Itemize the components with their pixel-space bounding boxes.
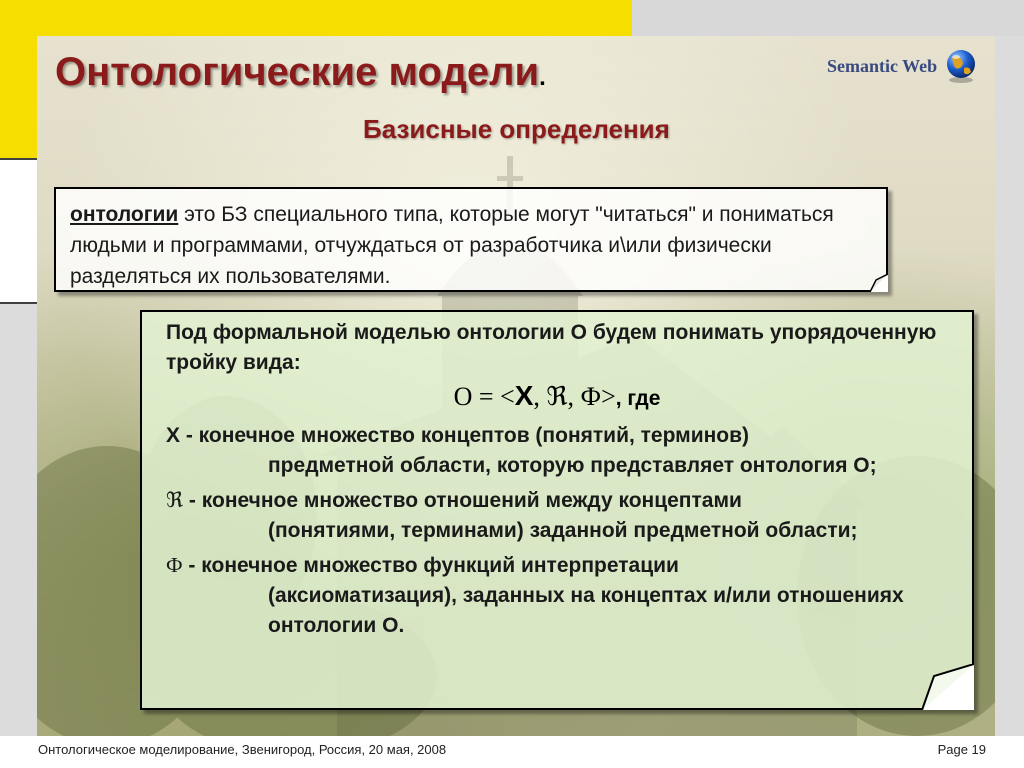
item-symbol: Ф xyxy=(166,553,183,577)
brand-logo xyxy=(827,46,987,90)
top-grey-band xyxy=(632,0,1024,36)
model-card xyxy=(140,310,974,710)
page-number: Page 19 xyxy=(937,742,986,757)
page-fold-corner xyxy=(922,664,974,710)
right-grey-band xyxy=(995,36,1024,736)
definition-term: онтологии xyxy=(70,203,179,226)
item-first-line: - конечное множество отношений между концептами xyxy=(183,489,742,512)
brand-text: Semantic Web xyxy=(827,56,938,76)
item-continuation: (понятиями, терминами) заданной предметной области; xyxy=(268,519,858,542)
item-continuation: предметной области, которую представляет онтология O; xyxy=(268,454,877,477)
slide-title-text: Онтологические модели xyxy=(55,50,540,94)
slide-title-dot: . xyxy=(539,64,546,91)
item-first-line: - конечное множество функций интерпретации xyxy=(182,554,679,577)
definition-body: это БЗ специального типа, которые могут "читаться" и пониматься людьми и программами, отчуждаться от разработчика и\или физически разделяться их пользователями. xyxy=(70,203,834,288)
model-lead: Под формальной моделью онтологии O будем понимать упорядоченную тройку вида: xyxy=(166,321,937,374)
item-symbol: X xyxy=(166,424,181,447)
slide-subtitle: Базисные определения xyxy=(363,114,670,144)
slide-title xyxy=(55,50,546,95)
side-accent-bar xyxy=(0,36,37,158)
formula-rest: , ℜ, Ф> xyxy=(533,382,616,411)
left-grey-band xyxy=(0,303,37,736)
model-formula xyxy=(166,378,948,417)
side-rule-bottom xyxy=(0,302,37,304)
formula-open: O = < xyxy=(453,382,515,411)
top-accent-bar xyxy=(0,0,632,36)
footer-caption: Онтологическое моделирование, Звенигород, Россия, 20 мая, 2008 xyxy=(38,742,447,757)
definition-text xyxy=(70,199,872,292)
item-symbol: ℜ xyxy=(166,488,184,512)
slide xyxy=(37,36,995,736)
item-continuation: (аксиоматизация), заданных на концептах и/или отношениях онтологии O. xyxy=(268,584,904,637)
globe-icon xyxy=(943,48,979,84)
model-item-relations xyxy=(166,485,948,546)
definition-card xyxy=(54,187,888,292)
formula-x: X xyxy=(514,380,534,411)
page-fold-corner xyxy=(870,274,888,292)
item-first-line: - конечное множество концептов (понятий, терминов) xyxy=(180,424,750,447)
side-rule-top xyxy=(0,158,37,160)
footer xyxy=(0,736,1024,768)
model-item-concepts xyxy=(166,421,948,481)
model-item-functions xyxy=(166,550,948,641)
formula-tail: , где xyxy=(615,387,661,410)
